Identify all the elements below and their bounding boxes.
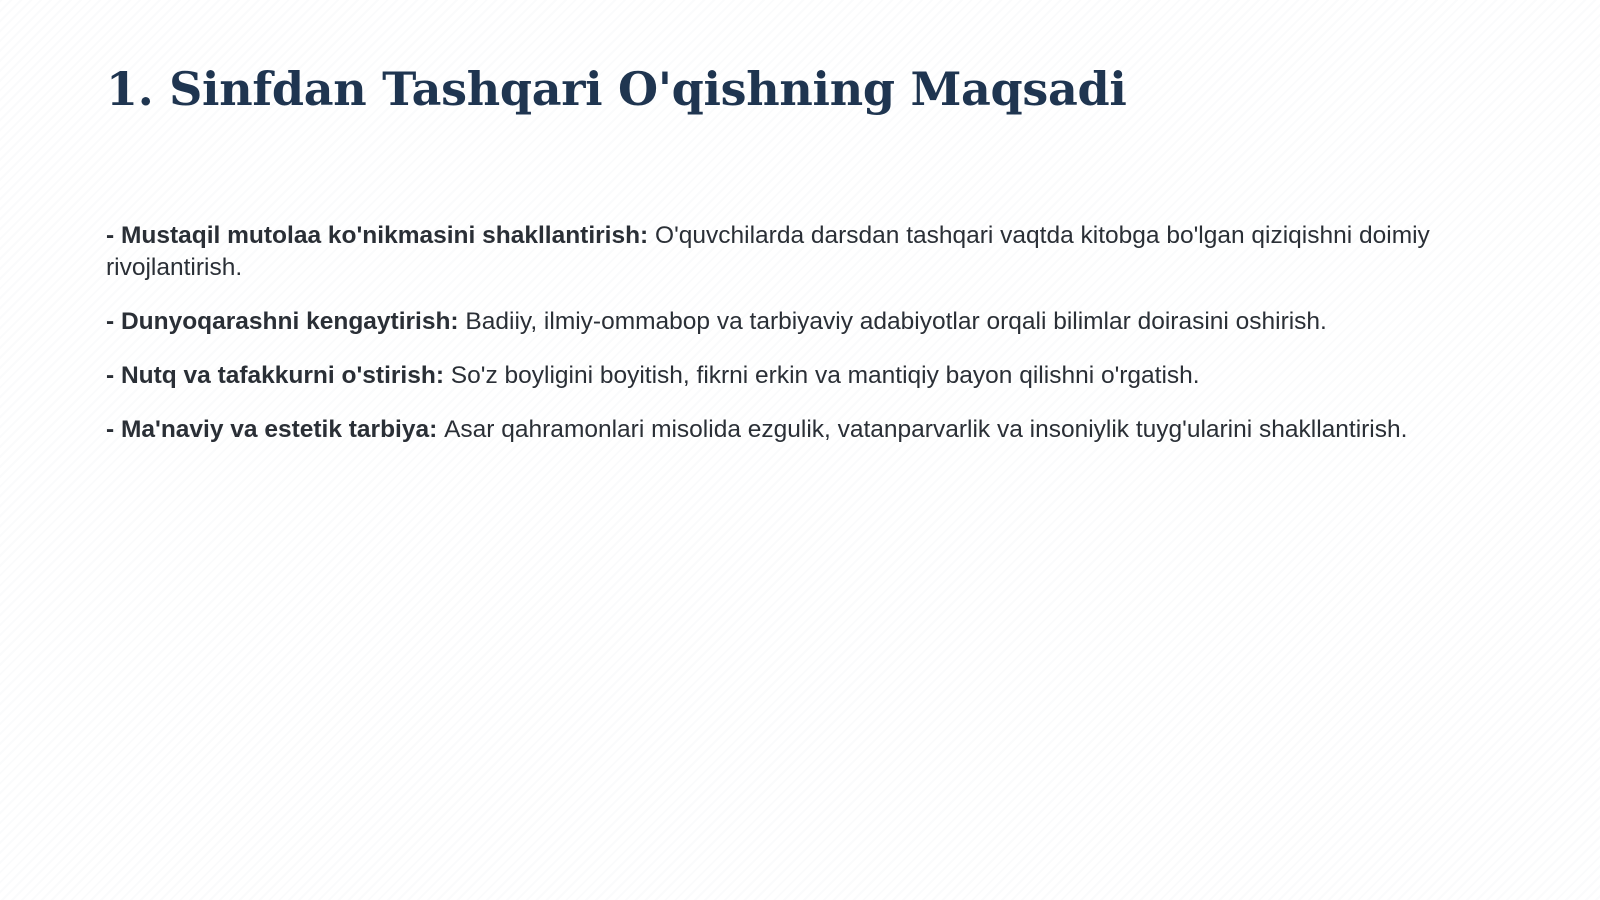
slide-title: 1. Sinfdan Tashqari O'qishning Maqsadi bbox=[106, 62, 1127, 116]
bullet-item bbox=[106, 414, 1486, 446]
bullet-text: So'z boyligini boyitish, fikrni erkin va mantiqiy bayon qilishni o'rgatish. bbox=[450, 362, 1200, 389]
bullet-text: Badiiy, ilmiy-ommabop va tarbiyaviy adabiyotlar orqali bilimlar doirasini oshirish. bbox=[465, 308, 1327, 335]
bullet-item bbox=[106, 220, 1486, 284]
bullet-term: - Dunyoqarashni kengaytirish: bbox=[106, 308, 466, 335]
bullet-text: O'quvchilarda darsdan tashqari vaqtda kitobga bo'lgan qiziqishni doimiy rivojlantirish. bbox=[106, 222, 1430, 281]
bullet-term: - Nutq va tafakkurni o'stirish: bbox=[106, 362, 451, 389]
bullet-item bbox=[106, 306, 1486, 338]
bullet-list bbox=[106, 220, 1486, 468]
bullet-item bbox=[106, 360, 1486, 392]
bullet-term: - Mustaqil mutolaa ko'nikmasini shakllantirish: bbox=[106, 222, 656, 249]
bullet-text: Asar qahramonlari misolida ezgulik, vatanparvarlik va insoniylik tuyg'ularini shakllantirish. bbox=[444, 416, 1408, 443]
bullet-term: - Ma'naviy va estetik tarbiya: bbox=[106, 416, 445, 443]
